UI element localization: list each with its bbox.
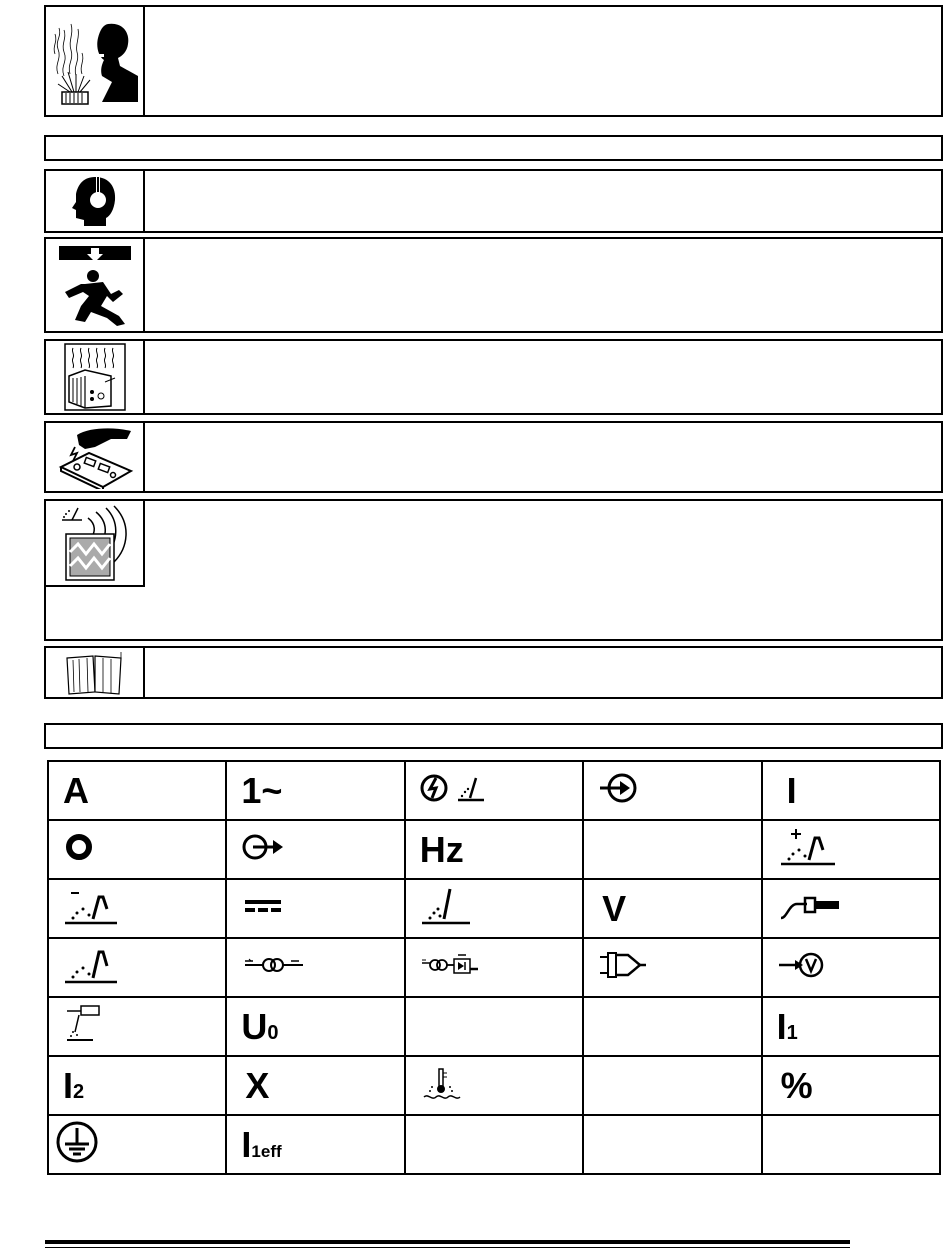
- table-row: [48, 938, 940, 997]
- symbol-cell: [762, 820, 940, 879]
- voltage-input-icon: [777, 947, 827, 983]
- table-row: [48, 997, 940, 1056]
- power-on-symbol: I: [786, 769, 797, 811]
- fire-fumes-icon: [46, 7, 145, 115]
- symbol-cell: [48, 1115, 226, 1174]
- symbol-cell: [762, 1115, 940, 1174]
- transformer-rectifier-icon: [420, 945, 490, 985]
- section-header-2: [44, 723, 943, 749]
- table-row: [48, 761, 940, 820]
- warning-box-noise: [44, 169, 943, 233]
- input-current-subscript: 1: [786, 1021, 798, 1044]
- symbol-cell: [405, 820, 583, 879]
- torch-icon: [63, 1002, 113, 1046]
- symbol-cell: [583, 879, 761, 938]
- hertz-symbol: Hz: [419, 828, 464, 870]
- symbol-cell: [762, 761, 940, 820]
- no-load-voltage-subscript: 0: [267, 1021, 279, 1044]
- symbol-cell: [583, 997, 761, 1056]
- symbol-cell: [583, 1115, 761, 1174]
- symbol-cell: [762, 879, 940, 938]
- symbol-cell: [583, 820, 761, 879]
- output-current-subscript: 2: [73, 1080, 85, 1103]
- ampere-symbol: A: [63, 769, 89, 811]
- warning-box-fire: [44, 5, 943, 117]
- symbol-cell: [48, 761, 226, 820]
- symbol-cell: [405, 1115, 583, 1174]
- electrode-negative-icon: [63, 883, 123, 929]
- symbol-cell: [762, 997, 940, 1056]
- gun-cable-icon: [777, 888, 841, 924]
- symbol-table: [47, 760, 941, 1175]
- manual-book-icon: [46, 648, 145, 697]
- symbol-cell: [48, 820, 226, 879]
- overheating-icon: [46, 341, 145, 413]
- symbol-cell: [405, 1056, 583, 1115]
- symbol-cell: [48, 879, 226, 938]
- symbol-cell: [226, 879, 404, 938]
- symbol-cell: [762, 938, 940, 997]
- symbol-cell: [583, 761, 761, 820]
- symbol-cell: [226, 1115, 404, 1174]
- percent-symbol: %: [780, 1064, 813, 1106]
- warning-box-manual: [44, 646, 943, 699]
- duty-cycle-symbol: X: [245, 1064, 270, 1106]
- table-row: [48, 1056, 940, 1115]
- direct-current-icon: [241, 888, 285, 924]
- warning-box-heat: [44, 339, 943, 415]
- input-power-icon: [598, 770, 642, 806]
- table-row: [48, 820, 940, 879]
- temperature-icon: [420, 1063, 464, 1103]
- symbol-cell: [226, 997, 404, 1056]
- symbol-cell: [226, 938, 404, 997]
- static-sensitive-board-icon: [46, 423, 145, 491]
- electrode-positive-icon: [777, 824, 837, 870]
- volt-symbol: V: [602, 887, 627, 929]
- footer-rule: [45, 1240, 850, 1244]
- stick-welding-icon: [420, 883, 480, 929]
- symbol-cell: [48, 997, 226, 1056]
- arc-force-icon: [420, 770, 490, 806]
- transformer-icon: [241, 947, 311, 983]
- no-load-voltage-symbol: U: [241, 1005, 268, 1047]
- symbol-cell: [405, 938, 583, 997]
- output-current-symbol: I: [63, 1064, 74, 1106]
- falling-equipment-icon: [46, 239, 145, 331]
- hearing-protection-icon: [46, 171, 145, 231]
- symbol-cell: [226, 761, 404, 820]
- warning-box-hf: [44, 499, 943, 641]
- table-row: [48, 1115, 940, 1174]
- effective-input-current-subscript: 1eff: [251, 1141, 282, 1161]
- symbol-cell: [48, 938, 226, 997]
- warning-box-static: [44, 421, 943, 493]
- symbol-cell: [405, 997, 583, 1056]
- symbol-cell: [226, 820, 404, 879]
- single-phase-symbol: 1~: [241, 769, 283, 811]
- warning-box-falling: [44, 237, 943, 333]
- table-row: [48, 879, 940, 938]
- output-icon: [241, 829, 285, 865]
- power-off-icon: [63, 829, 97, 865]
- plug-icon: [598, 947, 648, 983]
- protective-earth-icon: [55, 1120, 99, 1164]
- section-header-1: [44, 135, 943, 161]
- symbol-cell: [583, 1056, 761, 1115]
- symbol-cell: [48, 1056, 226, 1115]
- input-current-symbol: I: [776, 1005, 787, 1047]
- tig-welding-icon: [63, 942, 123, 988]
- symbol-cell: [226, 1056, 404, 1115]
- symbol-cell: [405, 761, 583, 820]
- symbol-cell: [405, 879, 583, 938]
- effective-input-current-symbol: I: [241, 1123, 252, 1165]
- symbol-cell: [762, 1056, 940, 1115]
- high-frequency-interference-icon: [46, 501, 145, 587]
- symbol-cell: [583, 938, 761, 997]
- footer-rule-thin: [45, 1247, 850, 1248]
